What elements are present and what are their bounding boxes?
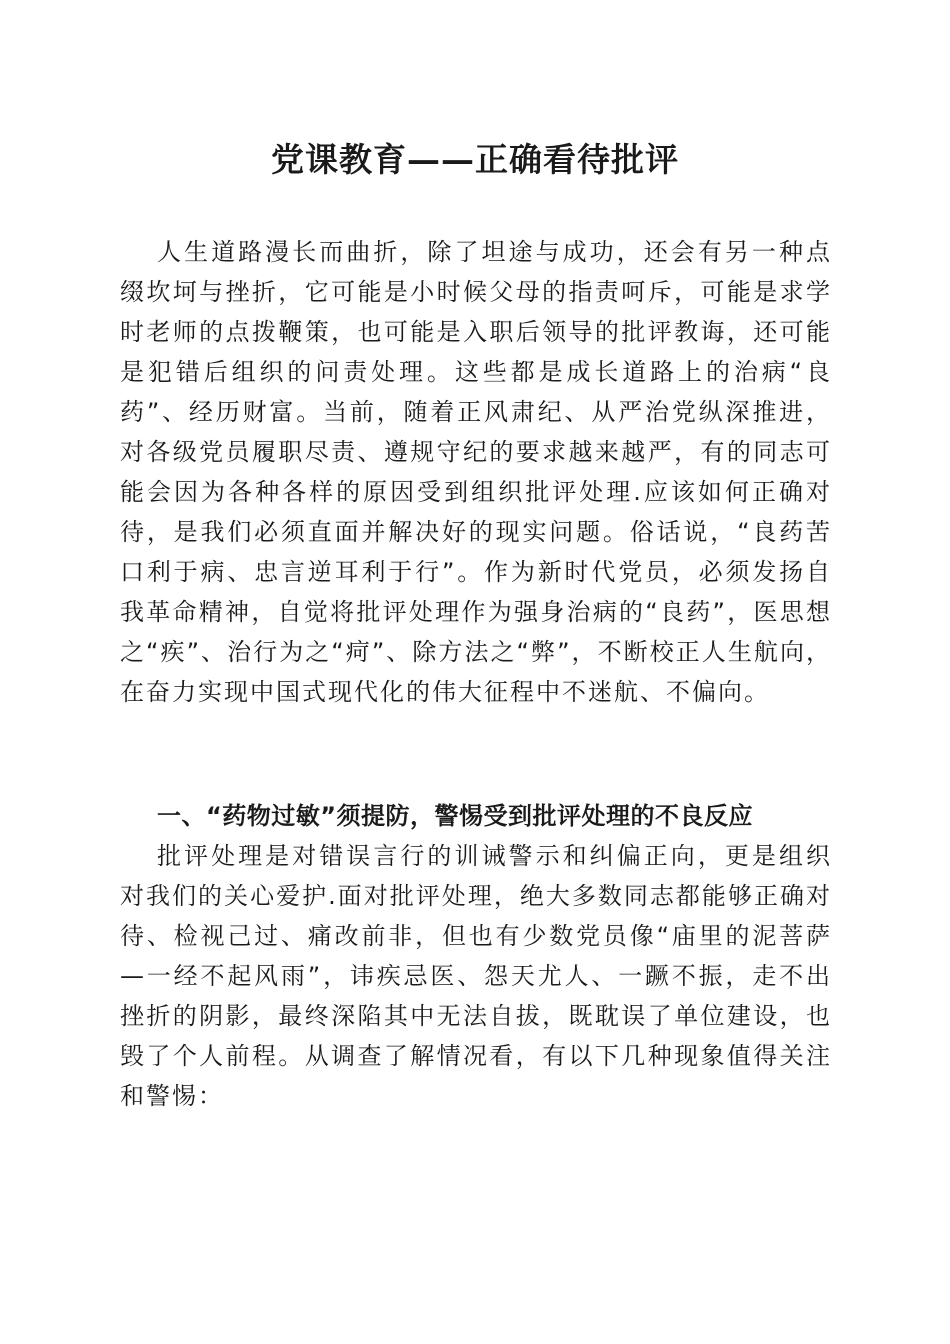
intro-paragraph: 人生道路漫长而曲折，除了坦途与成功，还会有另一种点缀坎坷与挫折，它可能是小时候父母的指责呵斥，可能是求学时老师的点拨鞭策，也可能是入职后领导的批评教诲，还可能是犯错后组织的问责处理。这些都是成长道路上的治病“良药”、经历财富。当前，随着正风肃纪、从严治党纵深推进，对各级党员履职尽责、遵规守纪的要求越来越严，有的同志可能会因为各种各样的原因受到组织批评处理.应该如何正确对待，是我们必须直面并解决好的现实问题。俗话说，“良药苦口利于病、忠言逆耳利于行”。作为新时代党员，必须发扬自我革命精神，自觉将批评处理作为强身治病的“良药”，医思想之“疾”、治行为之“疴”、除方法之“弊”，不断校正人生航向，在奋力实现中国式现代化的伟大征程中不迷航、不偏向。 [120,238,832,706]
section-paragraph: 批评处理是对错误言行的训诫警示和纠偏正向，更是组织对我们的关心爱护.面对批评处理，绝大多数同志都能够正确对待、检视己过、痛改前非，但也有少数党员像“庙里的泥菩萨—一经不起风雨”，讳疾忌医、怨天尤人、一蹶不振，走不出挫折的阴影，最终深陷其中无法自拔，既耽误了单位建设，也毁了个人前程。从调查了解情况看，有以下几种现象值得关注和警惕： [120,842,832,1110]
document-title: 党课教育——正确看待批评 [271,140,679,179]
section-heading: 一、“药物过敏”须提防，警惕受到批评处理的不良反应 [157,802,754,830]
